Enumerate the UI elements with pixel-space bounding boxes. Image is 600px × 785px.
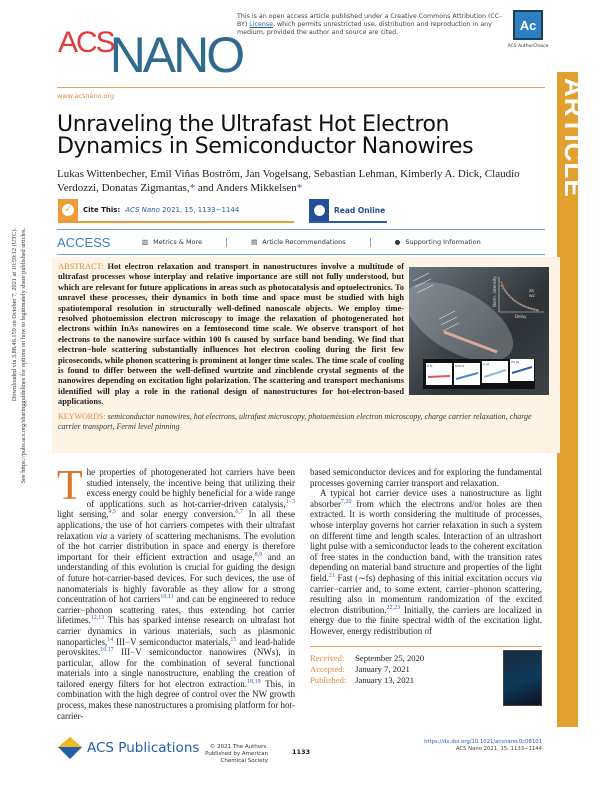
body-text: he properties of photogenerated hot carriers have been studied intensely, the incentive being that utilizing their excess energy could be highly beneficial for a wide range of applications such as hot-carrier-driven catalysis, [86,467,295,509]
corresponding-mark: * [189,181,196,194]
body-text: Initially, the carriers are localized in energy due to the finite spectral width of the excitation light. However, energy redistribution of [310,604,543,636]
metrics-link[interactable] [142,238,202,246]
citation-ref[interactable]: 12,13 [90,615,105,622]
body-text: light sensing, [57,509,109,520]
supporting-label: Supporting Information [405,238,481,246]
doi-link[interactable]: https://dx.doi.org/10.1021/acsnano.0c08101 [424,739,542,745]
license-notice [237,13,507,37]
cite-label: Cite This: [83,206,121,214]
acs-publications-logo [58,737,199,759]
citation-ref[interactable]: 21 [328,572,335,579]
download-notice [3,228,43,548]
citation-ref[interactable]: 4,5 [108,509,116,516]
acs-diamond-icon [58,737,82,759]
author-list [57,168,552,195]
checkmark-icon: ✓ [58,199,78,221]
citation-ref[interactable]: 8,9 [254,551,263,558]
citation-ref[interactable]: 10,11 [160,594,174,601]
citation-ref[interactable]: 14 [107,636,114,643]
graphical-abstract-drawing [409,267,549,395]
date-label: Published: [310,674,347,685]
body-column-left [57,463,296,721]
metrics-label: Metrics & More [153,238,203,246]
citation-ref[interactable]: 22,23 [386,604,401,611]
abstract-text [58,262,404,408]
abstract-body: Hot electron relaxation and transport in nanostructures involve a multitude of ultrafast processes whose interplay and relative importance are still not fully understood, but which are relevant for future applications in areas such as photocatalysis and optoelectronics. To unravel these processes, their dynamics in both time and space must be studied with high spatiotemporal resolution in structurally well-defined nanoscale objects. We employ time-resolved photoemission electron microscopy to image the relaxation of photogenerated hot electrons within InAs nanowires on a femtosecond time scale. We observe transport of hot electrons to the nanowire surface within 100 fs caused by surface band bending. We find that electron−hole scattering substantially influences hot electron cooling during the first few picoseconds, while phonon scattering is prominent at longer time scales. The time scale of cooling is found to differ between the well-defined wurtzite and zincblende crystal segments of the nanowires depending on excitation light polarization. The scattering and transport mechanisms identified will play a role in the rational design of nanostructures for hot-electron-based applications. [58,262,404,407]
access-title: ACCESS [57,234,111,250]
section-band [557,72,589,727]
citation-numbers: 2021, 15, 1133−1144 [159,206,240,214]
body-paragraph [310,488,542,636]
keywords-label: KEYWORDS: [58,411,106,421]
citation-ref[interactable]: 7,20 [341,498,352,505]
body-text: and can be engineered to reduce carrier−phonon scattering rates, thus extending hot carrier lifetimes. [57,594,296,626]
citation-ref[interactable]: 18,19 [247,678,261,685]
read-online-label: Read Online [334,205,386,215]
sharing-guidelines-line: See https://pubs.acs.org/sharingguidelines for options on how to legitimately share published articles. [20,228,27,484]
cite-this-bar[interactable] [58,199,294,223]
figure-y-label: Norm. intensity [492,276,497,307]
body-text: a variety of scattering mechanisms. The evolution of the hot carrier distribution in space and energy is therefore important for their efficient extraction and usage, [57,530,296,562]
body-text: A typical hot carrier device uses a nanostructure as light absorber [310,488,542,509]
authorchoice-caption: ACS AuthorChoice [507,44,549,49]
figure-x-label: Delay [515,314,527,319]
recommendations-link[interactable] [251,238,346,246]
frame-label: 15 ps [511,360,520,364]
body-text: from which the electrons and/or holes are then extracted. It is worth considering the multitude of processes, whose interplay governs hot carrier relaxation in such a system on different time and length scales. Interaction of an ultrashort light pulse with a semiconductor leads to the coherent excitation of free states in the conduction band, with the transition rates depending on material band structure and properties of the light field. [310,498,542,583]
body-text: This has sparked intense research on ultrafast hot carrier dynamics in various materials, such as plasmonic nanoparticles, [57,615,295,647]
article-icon: ▤ [251,238,258,246]
date-value: September 25, 2020 [355,652,425,663]
date-value: January 13, 2021 [355,674,415,685]
abstract-box [52,257,560,453]
frame-label: 1 ps [483,362,490,366]
journal-url[interactable]: www.acsnano.org [57,92,115,100]
italic-text: via [531,572,542,583]
authors-text: Lukas Wittenbecher, Emil Viñas Boström, Jan Vogelsang, Sebastian Lehman, Kimberly A. Dick, Claudio Verdozzi, Donatas Zigmantas, [57,168,520,194]
bar-chart-icon: ▥ [142,238,149,246]
legend-wz: WZ [529,294,535,298]
divider [226,238,227,247]
supporting-info-link[interactable] [395,238,481,246]
body-column-right-text [310,467,542,637]
section-label: ARTICLE [559,78,589,198]
journal-cover-thumbnail[interactable] [503,650,542,706]
abstract-label: ABSTRACT: [58,262,104,271]
article-title: Unraveling the Ultrafast Hot Electron Dynamics in Semiconductor Nanowires [57,112,474,159]
copyright: © 2021 The Authors. Published by American Chemical Society [205,744,268,764]
footer-citation: ACS Nano 2021, 15, 1133−1144 [455,746,542,752]
drop-cap: T [57,463,83,509]
date-value: January 7, 2021 [355,663,410,674]
body-paragraph [310,467,542,488]
date-label: Received: [310,652,345,663]
date-label: Accepted: [310,663,345,674]
download-notice-line: Downloaded via 3.88.46.159 on October 7, 2021 at 10:59:12 (UTC). [11,228,18,402]
frame-label: 0 fs [427,364,433,368]
logo-nano: NANO [109,27,243,83]
body-text: III−V semiconductor materials, [113,636,231,647]
citation-ref[interactable] [125,206,239,214]
graphical-abstract [409,267,549,395]
keywords-text: semiconductor nanowires, hot electrons, ultrafast microscopy, photoemission electron microscopy, charge carrier relaxation, charge carrier transport, Fermi level pinning [58,411,532,432]
body-text: based semiconductor devices and for exploring the fundamental processes governing carrier transport and relaxation. [310,467,542,488]
frame-label: 500 fs [455,364,465,368]
license-link[interactable]: License [249,21,274,28]
body-text: Fast (∼fs) dephasing of this initial excitation occurs [334,572,531,583]
citation-ref[interactable]: 6,7 [235,509,243,516]
publisher-name: ACS Publications [87,740,200,756]
citation-ref[interactable]: 15 [230,636,237,643]
corresponding-mark: * [296,181,303,194]
supporting-info-icon: ● [394,238,401,246]
page-number: 1133 [292,748,311,756]
legend-zb: ZB [529,289,534,293]
citation-ref[interactable]: 1−3 [285,498,295,505]
authorchoice-badge: Ac [513,10,543,40]
header-rule [57,87,545,88]
license-text: This is an open access article published under a Creative Commons Attribution (CC-BY) [237,13,502,28]
body-text: In all these applications, the use of hot carriers competes with their ultrafast relaxation [57,509,295,541]
citation-journal: ACS Nano [125,206,160,214]
body-column-right [310,467,542,708]
body-paragraph [57,463,296,721]
globe-icon [309,199,329,221]
read-online-button[interactable] [309,199,387,223]
keywords [58,412,553,433]
journal-logo [58,26,243,83]
body-text: This, in combination with the high degree of control over the NW growth process, makes these nanostructures a promising platform for hot-carrier- [57,678,295,721]
doi-block [420,739,542,753]
divider [370,238,371,247]
logo-acs: ACS [58,26,114,59]
dates-area [310,646,542,708]
body-text: III−V semiconductor nanowires (NWs), in particular, allow for the combination of several functional materials into a single nanostructure, enabling the creation of tailored energy filters for hot electron extraction. [57,647,295,689]
citation-ref[interactable]: 16,17 [100,647,114,654]
italic-text: via [96,530,108,541]
body-text: and an understanding of this evolution is crucial for guiding the design of future hot-carrier-based devices. For such devices, the use of nanomaterials is highly favorable as they allow for a strong concentration of hot carriers [57,551,295,605]
license-text-end: , which permits unrestricted use, distribution and reproduction in any medium, provided the author and source are cited. [237,21,492,36]
recommendations-label: Article Recommendations [262,238,346,246]
body-text: carrier−carrier and, to some extent, carrier−phonon scattering, resulting also in momentum randomization of the excited electron distribution. [310,583,542,615]
access-bar [57,229,545,255]
body-text: and lead-halide perovskites. [57,636,295,658]
body-text: and solar energy conversion. [115,509,236,520]
authors-last: and Anders Mikkelsen [195,181,297,194]
